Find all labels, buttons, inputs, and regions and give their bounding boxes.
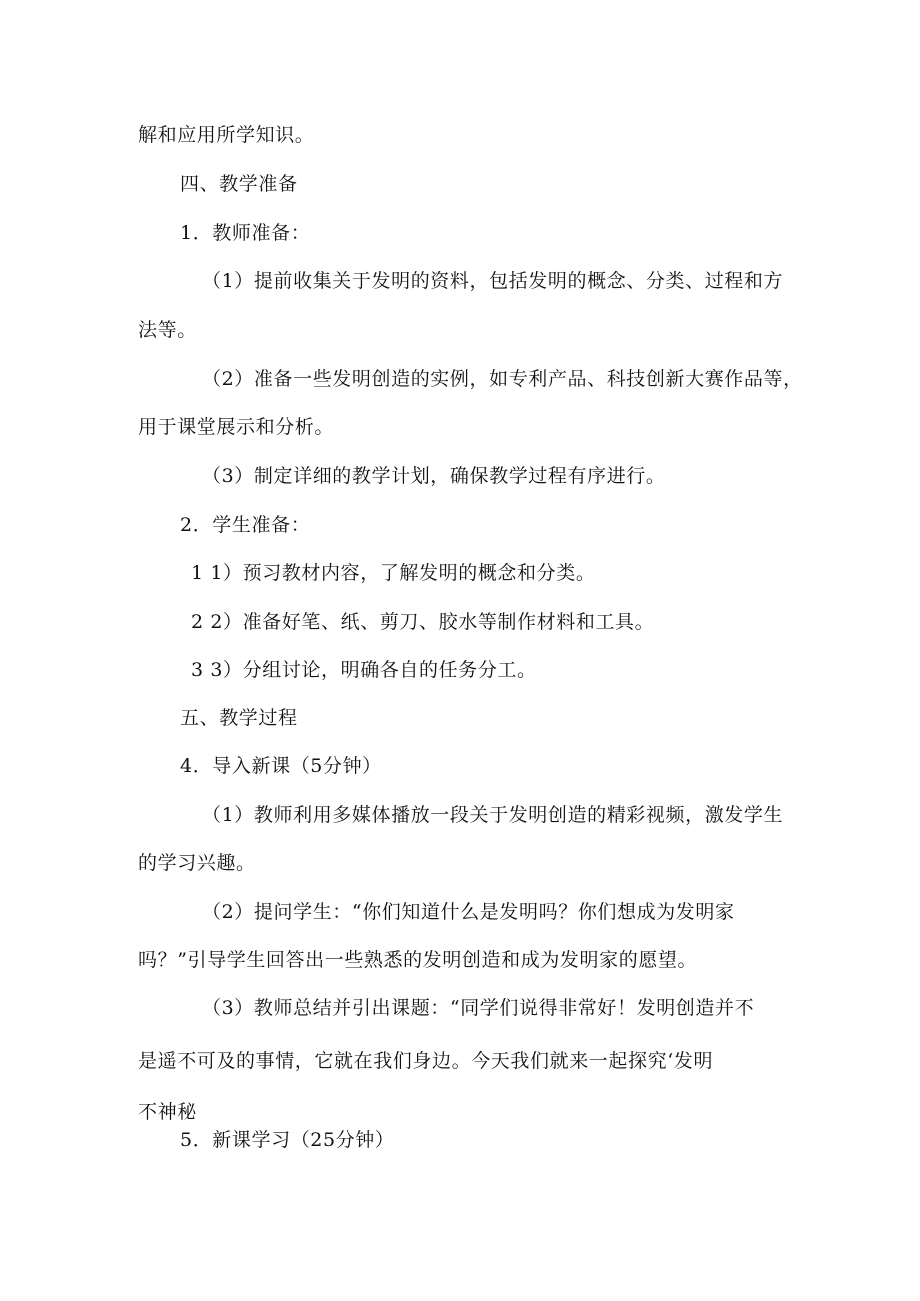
paragraph-line: 不神秘 bbox=[138, 1101, 197, 1123]
paragraph-line: 用于课堂展示和分析。 bbox=[138, 416, 335, 438]
paragraph-line: 的学习兴趣。 bbox=[138, 852, 256, 874]
paragraph-line: （3）制定详细的教学计划，确保教学过程有序进行。 bbox=[202, 465, 666, 487]
list-item: 1 1）预习教材内容，了解发明的概念和分类。 bbox=[191, 562, 596, 584]
section-heading: 四、教学准备 bbox=[180, 173, 298, 195]
list-item: 3 3）分组讨论，明确各自的任务分工。 bbox=[191, 659, 537, 681]
paragraph-line: 是遥不可及的事情，它就在我们身边。今天我们就来一起探究‘发明 bbox=[138, 1050, 714, 1072]
subsection-heading: 2．学生准备： bbox=[180, 514, 311, 536]
paragraph-line: 法等。 bbox=[138, 319, 197, 341]
section-heading: 五、教学过程 bbox=[180, 707, 298, 729]
paragraph-line: 吗？”引导学生回答出一些熟悉的发明创造和成为发明家的愿望。 bbox=[138, 949, 698, 971]
subsection-heading: 1．教师准备： bbox=[180, 222, 311, 244]
paragraph-line: （2）准备一些发明创造的实例，如专利产品、科技创新大赛作品等， bbox=[202, 368, 803, 390]
paragraph-line: （1）提前收集关于发明的资料，包括发明的概念、分类、过程和方 bbox=[202, 270, 784, 292]
subsection-heading: 4．导入新课（5分钟） bbox=[180, 755, 382, 777]
paragraph-line: （2）提问学生：“你们知道什么是发明吗？你们想成为发明家 bbox=[202, 901, 735, 923]
list-item: 2 2）准备好笔、纸、剪刀、胶水等制作材料和工具。 bbox=[191, 611, 655, 633]
paragraph-line: 解和应用所学知识。 bbox=[138, 124, 315, 146]
paragraph-line: （1）教师利用多媒体播放一段关于发明创造的精彩视频，激发学生 bbox=[202, 804, 784, 826]
subsection-heading: 5．新课学习（25分钟） bbox=[180, 1129, 395, 1151]
paragraph-line: （3）教师总结并引出课题：“同学们说得非常好！发明创造并不 bbox=[202, 997, 755, 1019]
